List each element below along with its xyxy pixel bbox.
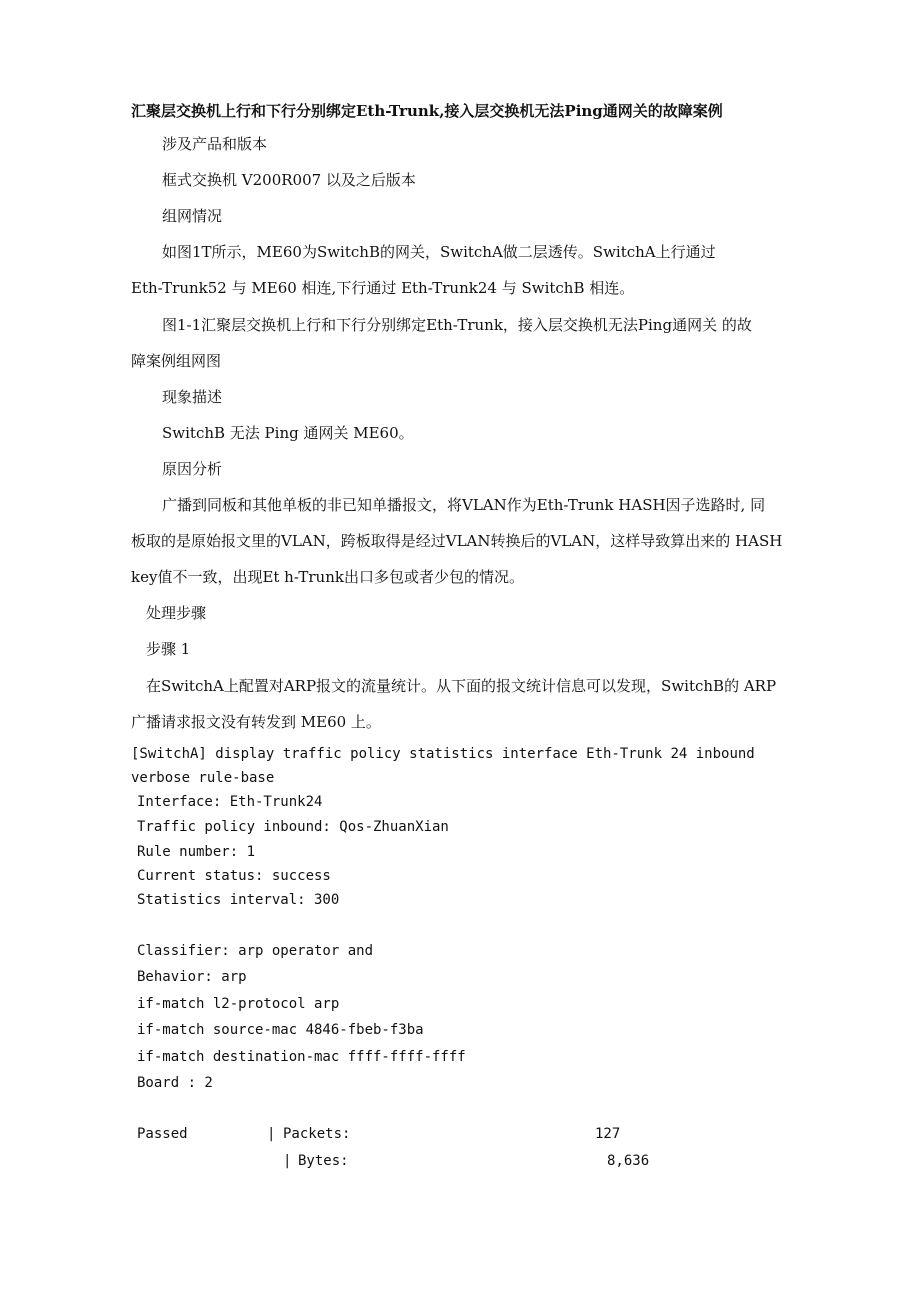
- cli-bytes-label: Bytes:: [298, 1153, 349, 1169]
- cli-statistics-interval: Statistics interval: 300: [137, 892, 340, 908]
- step-1-line-2: 广播请求报文没有转发到 ME60 上。: [131, 713, 381, 731]
- products-text: 框式交换机 V200R007 以及之后版本: [162, 171, 416, 189]
- cli-rule-number: Rule number: 1: [137, 844, 256, 860]
- cli-command-line-1: [SwitchA] display traffic policy statistics interface Eth-Trunk 24 inbound: [131, 746, 755, 762]
- network-paragraph-line-1: 如图1T所示，ME60为SwitchB的网关，SwitchA做二层透传。SwitchA上行通过: [162, 243, 716, 261]
- cli-board: Board : 2: [137, 1075, 213, 1091]
- cli-match-source-mac: if-match source-mac 4846-fbeb-f3ba: [137, 1022, 424, 1038]
- cli-packets-value: 127: [595, 1126, 621, 1142]
- cli-packets-label: Packets:: [283, 1126, 351, 1142]
- document-title: 汇聚层交换机上行和下行分别绑定Eth-Trunk,接入层交换机无法Ping通网关的故障案例: [131, 102, 723, 120]
- cli-separator-2: |: [283, 1153, 292, 1169]
- section-heading-symptom: 现象描述: [162, 388, 223, 406]
- cli-passed-label: Passed: [137, 1126, 188, 1142]
- section-heading-network: 组网情况: [162, 207, 223, 225]
- cli-behavior: Behavior: arp: [137, 969, 247, 985]
- cli-match-destination-mac: if-match destination-mac ffff-ffff-ffff: [137, 1049, 466, 1065]
- network-paragraph-line-2: Eth-Trunk52 与 ME60 相连,下行通过 Eth-Trunk24 与 SwitchB 相连。: [131, 279, 635, 297]
- cli-command-line-2: verbose rule-base: [131, 770, 275, 786]
- cause-line-3: key值不一致，出现Et h-Trunk出口多包或者少包的情况。: [131, 568, 524, 586]
- cause-line-2: 板取的是原始报文里的VLAN，跨板取得是经过VLAN转换后的VLAN，这样导致算出来的 HASH: [131, 532, 783, 550]
- cli-bytes-value: 8,636: [607, 1153, 650, 1169]
- cli-separator-1: |: [267, 1126, 276, 1142]
- figure-caption-line-1: 图1-1汇聚层交换机上行和下行分别绑定Eth-Trunk，接入层交换机无法Ping通网关 的故: [162, 316, 752, 334]
- cli-current-status: Current status: success: [137, 868, 331, 884]
- symptom-text: SwitchB 无法 Ping 通网关 ME60。: [162, 424, 414, 442]
- section-heading-cause: 原因分析: [162, 460, 223, 478]
- cli-match-protocol: if-match l2-protocol arp: [137, 996, 340, 1012]
- cli-classifier: Classifier: arp operator and: [137, 943, 374, 959]
- section-heading-products: 涉及产品和版本: [162, 135, 268, 153]
- cli-traffic-policy: Traffic policy inbound: Qos-ZhuanXian: [137, 819, 449, 835]
- figure-caption-line-2: 障案例组网图: [131, 352, 222, 370]
- step-1-label: 步骤 1: [146, 640, 191, 658]
- section-heading-steps: 处理步骤: [146, 604, 207, 622]
- cli-interface: Interface: Eth-Trunk24: [137, 794, 323, 810]
- cause-line-1: 广播到同板和其他单板的非已知单播报文，将VLAN作为Eth-Trunk HASH因子选路时, 同: [162, 496, 766, 514]
- step-1-line-1: 在SwitchA上配置对ARP报文的流量统计。从下面的报文统计信息可以发现，SwitchB的 ARP: [146, 677, 777, 695]
